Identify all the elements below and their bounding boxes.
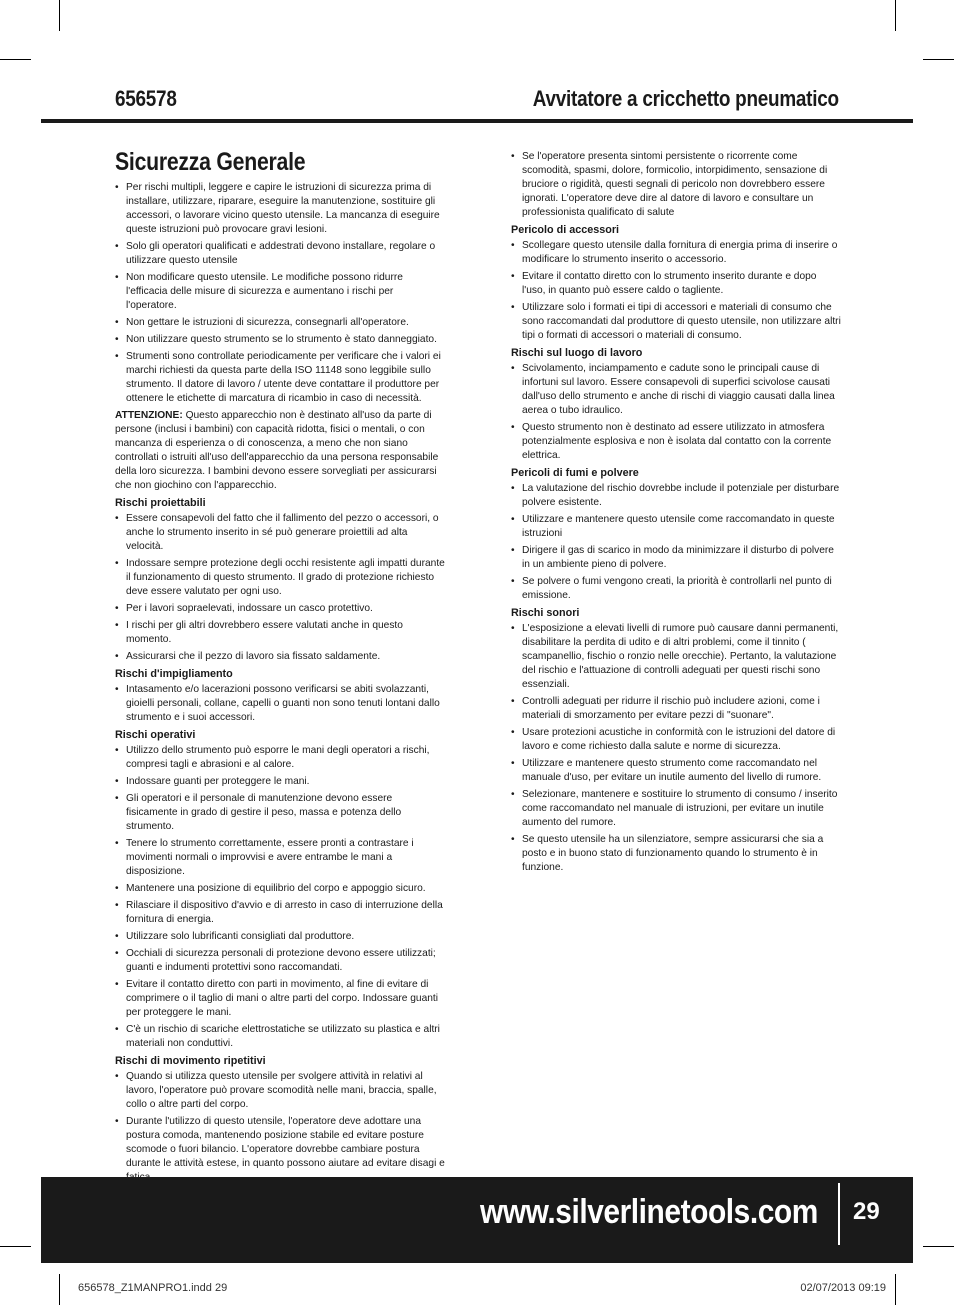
print-slug-date: 02/07/2013 09:19 <box>800 1282 886 1294</box>
list-item: • Intasamento e/o lacerazioni possono verificarsi se abiti svolazzanti, gioielli personali, collane, capelli o guanti non sono tenuti lontani dallo strumento e i suoi accessori. <box>115 683 445 725</box>
list-item: • Durante l'utilizzo di questo utensile, l'operatore deve adottare una postura comoda, mantenendo posizione stabile ed evitare posture scomode o fuori bilancio. L'operatore dovrebbe cambiare postura durante le attività estese, in quanto possono aiutare ad evitare disagi e <box>115 1115 445 1185</box>
list-item: • Dirigere il gas di scarico in modo da minimizzare il disturbo di polvere in un ambiente pieno di polvere. <box>511 544 841 572</box>
crop-mark <box>895 1274 896 1305</box>
entanglement-list <box>115 683 445 725</box>
crop-mark <box>895 0 896 31</box>
product-title: Avvitatore a cricchetto pneumatico <box>533 86 839 111</box>
footer-divider <box>838 1183 840 1245</box>
operational-list <box>115 744 445 1051</box>
subheading-entanglement: Rischi d'impigliamento <box>115 668 233 680</box>
accessories-list <box>511 239 841 343</box>
list-item: • Evitare il contatto diretto con parti in movimento, al fine di evitare di comprimere o il taglio di mani o altre parti del corpo. Indossare guanti per proteggere le mani. <box>115 978 445 1020</box>
list-item: • Controlli adeguati per ridurre il rischio può includere azioni, come i materiali di smorzamento per evitare pezzi di "suonare". <box>511 695 841 723</box>
list-item: • Usare protezioni acustiche in conformità con le istruzioni del datore di lavoro e come richiesto dalla salute e norme di sicurezza. <box>511 726 841 754</box>
list-item: • Essere consapevoli del fatto che il fallimento del pezzo o accessori, o anche lo strumento inserito in sé può generare proiettili ad alta velocità. <box>115 512 445 554</box>
list-item: • Non utilizzare questo strumento se lo strumento è stato danneggiato. <box>115 333 445 347</box>
section-title: Sicurezza Generale <box>115 148 306 176</box>
subheading-operational: Rischi operativi <box>115 729 196 741</box>
list-item: • Occhiali di sicurezza personali di protezione devono essere utilizzati; guanti e indumenti protettivi sono raccomandati. <box>115 947 445 975</box>
subheading-noise: Rischi sonori <box>511 607 580 619</box>
list-item: • Quando si utilizza questo utensile per svolgere attività in relativi al lavoro, l'operatore può provare scomodità nelle mani, braccia, spalle, collo o altre parti del corpo. <box>115 1070 445 1112</box>
list-item: • Utilizzo dello strumento può esporre le mani degli operatori a rischi, compresi tagli e abrasioni e al calore. <box>115 744 445 772</box>
list-item: • Selezionare, mantenere e sostituire lo strumento di consumo / inserito come raccomandato nel manuale di istruzioni, per evitare un inutile aumento del rumore. <box>511 788 841 830</box>
crop-mark <box>923 59 954 60</box>
list-item: • Solo gli operatori qualificati e addestrati devono installare, regolare o utilizzare questo utensile <box>115 240 445 268</box>
subheading-projectile: Rischi proiettabili <box>115 497 206 509</box>
list-item: • Utilizzare solo lubrificanti consigliati dal produttore. <box>115 930 445 944</box>
list-item: • Indossare sempre protezione degli occhi resistente agli impatti durante il funzionamento di questo strumento. Il grado di protezione richiesto deve essere valutato per ogni uso. <box>115 557 445 599</box>
list-item: • Indossare guanti per proteggere le mani. <box>115 775 445 789</box>
attention-label: ATTENZIONE: <box>115 410 183 421</box>
crop-mark <box>923 1246 954 1247</box>
subheading-repetitive: Rischi di movimento ripetitivi <box>115 1055 266 1067</box>
list-item: • L'esposizione a elevati livelli di rumore può causare danni permanenti, disabilitare la perdita di udito e di altri problemi, come il tinnito ( scampanellio, fischio o ronzio nelle orecchie). Pertanto, la valutazione del rischio e l'attuazione di controlli adeguati per questi rischi sono essenziali. <box>511 622 841 692</box>
website-link[interactable]: www.silverlinetools.com <box>480 1193 818 1231</box>
subheading-workplace: Rischi sul luogo di lavoro <box>511 347 643 359</box>
list-item: • Se polvere o fumi vengono creati, la priorità è controllarli nel punto di emissione. <box>511 575 841 603</box>
list-item: • Mantenere una posizione di equilibrio del corpo e appoggio sicuro. <box>115 882 445 896</box>
crop-mark <box>59 1274 60 1305</box>
subheading-accessories: Pericolo di accessori <box>511 224 620 236</box>
list-item: • Tenere lo strumento correttamente, essere pronti a contrastare i movimenti normali o improvvisi e avere entrambe le mani a disposizione. <box>115 837 445 879</box>
crop-mark <box>59 0 60 31</box>
subheading-fumes: Pericoli di fumi e polvere <box>511 467 639 479</box>
projectile-list <box>115 512 445 664</box>
page-number: 29 <box>853 1198 880 1225</box>
attention-paragraph <box>115 409 445 493</box>
list-item: • Questo strumento non è destinato ad essere utilizzato in atmosfera potenzialmente esplosiva e non è isolata dal contatto con la corrente elettrica. <box>511 421 841 463</box>
list-item: • Gli operatori e il personale di manutenzione devono essere fisicamente in grado di gestire il peso, massa e potenza dello strumento. <box>115 792 445 834</box>
list-item: • Se questo utensile ha un silenziatore, sempre assicurarsi che sia a posto e in buono stato di funzionamento quando lo strumento è in funzione. <box>511 833 841 875</box>
noise-list <box>511 622 841 875</box>
list-item: • Evitare il contatto diretto con lo strumento inserito durante e dopo l'uso, in quanto può essere caldo o tagliente. <box>511 270 841 298</box>
crop-mark <box>0 59 31 60</box>
list-item: • Per i lavori sopraelevati, indossare un casco protettivo. <box>115 602 445 616</box>
list-item: • Scollegare questo utensile dalla fornitura di energia prima di inserire o modificare lo strumento inserito o accessorio. <box>511 239 841 267</box>
list-item: • Per rischi multipli, leggere e capire le istruzioni di sicurezza prima di installare, utilizzare, riparare, eseguire la manutenzione, sostituire gli accessori, o lavorare vicino questo utensile. La mancanza di eseguire queste istruzioni può provocare gravi lesioni. <box>115 181 445 237</box>
print-slug-file: 656578_Z1MANPRO1.indd 29 <box>78 1282 228 1294</box>
crop-mark <box>0 1246 31 1247</box>
fumes-list <box>511 482 841 603</box>
list-item: • Assicurarsi che il pezzo di lavoro sia fissato saldamente. <box>115 650 445 664</box>
workplace-list <box>511 362 841 463</box>
list-item: • Utilizzare e mantenere questo strumento come raccomandato nel manuale d'uso, per evitare un inutile aumento del livello di rumore. <box>511 757 841 785</box>
header-rule <box>41 119 913 123</box>
list-item: • Rilasciare il dispositivo d'avvio e di arresto in caso di interruzione della fornitura di energia. <box>115 899 445 927</box>
intro-list <box>115 181 445 406</box>
product-code: 656578 <box>115 86 177 111</box>
list-item: • Utilizzare solo i formati ei tipi di accessori e materiali di consumo che sono raccomandati dal produttore di questo utensile, non utilizzare altri tipi o formati di accessori o materiali di consumo. <box>511 301 841 343</box>
repetitive-list <box>115 1070 445 1185</box>
list-item: • Strumenti sono controllate periodicamente per verificare che i valori ei marchi richiesti da questa parte della ISO 11148 sono leggibile sullo strumento. Il datore di lavoro / utente deve contattare il produttore per ottenere le etichette di marcatura di ricambio in caso di necessità. <box>115 350 445 406</box>
list-item: • Se l'operatore presenta sintomi persistente o ricorrente come scomodità, spasmi, dolore, formicolio, intorpidimento, sensazione di bruciore o rigidità, questi segnali di pericolo non dovrebbero essere ignorati. L'operatore deve dire al datore di lavoro e consultare un professionista qualificato di salute <box>511 150 841 220</box>
list-item: • I rischi per gli altri dovrebbero essere valutati anche in questo momento. <box>115 619 445 647</box>
list-item: • Scivolamento, inciampamento e cadute sono le principali cause di infortuni sul lavoro. Essere consapevoli di superfici scivolose causati dall'uso dello strumento e anche di rischi di viaggio causati dalla linea aerea o tubo idraulico. <box>511 362 841 418</box>
left-column <box>115 148 445 1188</box>
symptoms-list <box>511 150 841 220</box>
list-item: • Non gettare le istruzioni di sicurezza, consegnarli all'operatore. <box>115 316 445 330</box>
list-item: • Non modificare questo utensile. Le modifiche possono ridurre l'efficacia delle misure di sicurezza e aumentano i rischi per l'operatore. <box>115 271 445 313</box>
list-item: • Utilizzare e mantenere questo utensile come raccomandato in queste istruzioni <box>511 513 841 541</box>
list-item: • C'è un rischio di scariche elettrostatiche se utilizzato su plastica e altri materiali non conduttivi. <box>115 1023 445 1051</box>
right-column <box>511 150 841 878</box>
list-item: • La valutazione del rischio dovrebbe include il potenziale per disturbare polvere esistente. <box>511 482 841 510</box>
attention-text: Questo apparecchio non è destinato all'uso da parte di persone (inclusi i bambini) con capacità ridotta, fisici o mentali, o con mancanza di esperienza o di conoscenza, a meno che non siano controllati o istruiti all'uso dell'apparecchio da una persona responsabile della loro sicurezza. I bambini devono essere sorvegliati per assicurarsi che non giochino con l'apparecchio. <box>115 410 439 491</box>
